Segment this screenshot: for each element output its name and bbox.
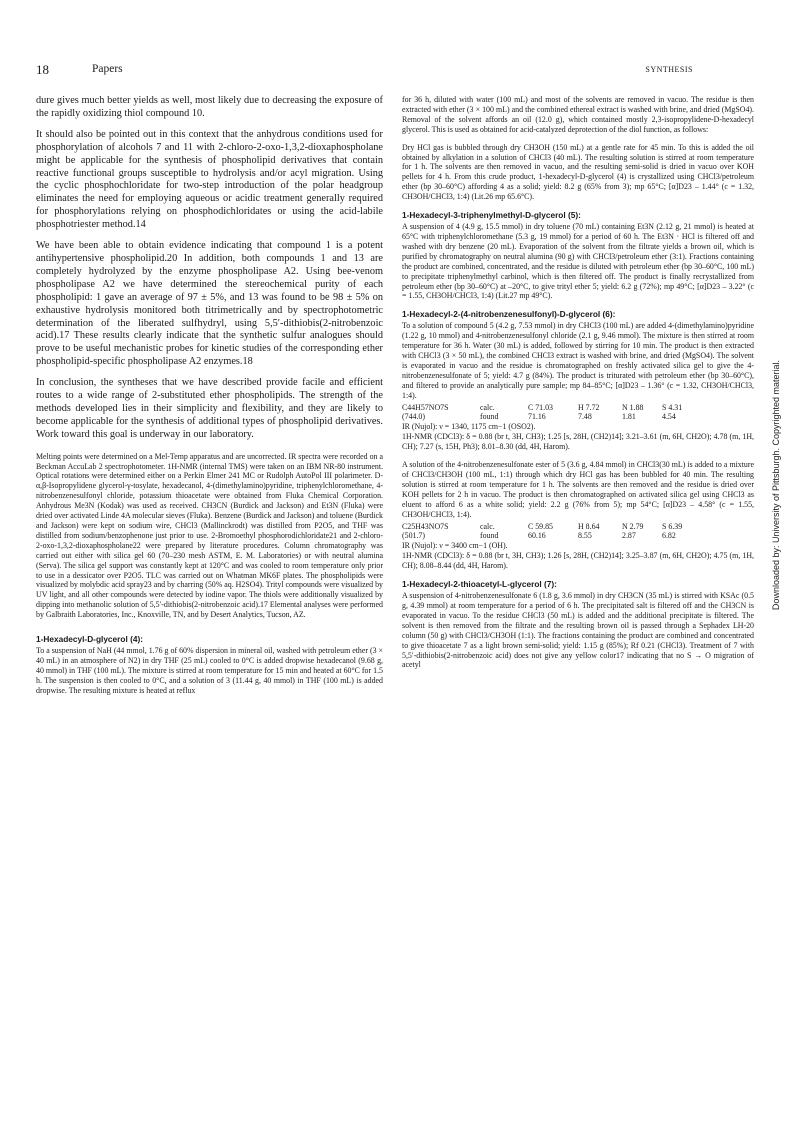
- right-column: [402, 95, 754, 678]
- journal-name: SYNTHESIS: [645, 65, 693, 74]
- analysis-value: S 4.31: [662, 402, 683, 412]
- analysis-value: H 7.72: [578, 402, 600, 412]
- analysis-formula: C25H43NO7S: [402, 521, 449, 531]
- compound-6-heading: 1-Hexadecyl-2-(4-nitrobenzenesulfonyl)-D-glycerol (6):: [402, 309, 616, 320]
- analysis-value: N 1.88: [622, 402, 644, 412]
- left-column: [36, 95, 383, 704]
- analysis-mw: (501.7): [402, 531, 426, 541]
- paragraph: In conclusion, the syntheses that we have described provide facile and efficient routes to a wide range of 2-substituted ether phospholipids. The strength of the methods developed lies in their simplicity and flexibility, and they are likely to become applicable for the synthesis of additional types of phospholipid derivatives. Work toward this goal is underway in our laboratory.: [36, 377, 383, 440]
- paragraph: We have been able to obtain evidence indicating that compound 1 is a potent antihypertensive phospholipid.20 In addition, both compounds 1 and 13 are completely hydrolyzed by the enzyme phospholipase A2. Using bee-venom phospholipase A2 we have determined the stereochemical purity of each phospholipid: 1 gave an average of 97 ± 5%, and 13 was found to be 98 ± 5% on exhaustive hydrolysis monitored both titrimetrically and by spectrophotometric determination of the liberated sulfhydryl, using 5,5′-dithiobis(2-nitrobenzoic acid).17 These results clearly indicate that the synthetic sulfur analogues should prove to be useful mechanistic probes for kinetic studies of the corresponding ether phospholipid-specific phospholipase A2 enzymes.18: [36, 240, 383, 368]
- section-label: Papers: [92, 63, 123, 75]
- experimental-general: Melting points were determined on a Mel-Temp apparatus and are uncorrected. IR spectra were recorded on a Beckman AccuLab 2 spectrophotometer. 1H-NMR (internal TMS) were taken on an IBM NR-80 instrument. Optical rotations were determined either on a Perkin Elmer 241 MC or Rudolph AutoPol III polarimeter. D-α,β-Isopropylidene glycerol-γ-tosylate, hexadecanol, 4-(dimethylamino)pyridine, triphenylchloromethane, 4-nitrobenzenesulfonyl chloride, potassium thioacetate were obtained from Fluka Chemical Corporation. Anhydrous Me3N (Kodak) was used as received. CH3CN (Burdick and Jackson) and Et3N (Fluka) were dried over activated Linde 4A molecular sieves (Fluka). Benzene (Burdick and Jackson) and toluene (Burdick and Jackson) were kept on sodium wire, CHCl3 (Mallinckrodt) was distilled from P2O5, and THF was distilled from sodium/benzophenone just prior to use. 2-Bromoethyl phosphorodichloridate21 and 2-chloro-2-oxo-1,3,2-dioxaphospholane22 were prepared by literature procedures. Column chromatography was carried out either with silica gel 60 (70–230 mesh ASTM, E. M. Laboratories) or with neutral alumina (Serva). The silica gel support was constantly kept at 120°C and was cooled to room temperature only prior to use in a dessicator over P2O5. TLC was carried out on Whatman MK6F plates. The phospholipids were visualized by molybdic acid spray23 and by charring (50% aq. H2SO4). Trityl compounds were visualized by UV light, and all other compounds were detected by iodine vapor. The thiols were additionally visualized by dipping into methanolic solution of 5,5′-dithiobis(2-nitrobenzoic acid).17 Elemental analyses were performed by Galbraith Laboratories, Inc., Knoxville, TN, and by Desert Analytics, Tucson, AZ.: [36, 451, 383, 620]
- compound-4-procedure: To a suspension of NaH (44 mmol, 1.76 g of 60% dispersion in mineral oil, washed with petroleum ether (3 × 40 mL) in an atmosphere of N2) in dry THF (25 mL) cooled to 0°C is added dropwise hexadecanol (9.68 g, 40 mmol) in THF (100 mL). The mixture is stirred at room temperature for 15 min and heated at 60°C for 1.5 h. The suspension is then cooled to 0°C, and a solution of 3 (11.44 g, 40 mmol) in THF (100 mL) is added dropwise. The resulting mixture is heated at reflux: [36, 646, 383, 695]
- compound-7-procedure: A suspension of 4-nitrobenzenesulfonate 6 (1.8 g, 3.6 mmol) in dry CH3CN (35 mL) is stirred with KSAc (0.5 g, 4.39 mmol) at room temperature for a period of 6 h. The precipitated salt is filtered off and the CH3CN is evaporated in vacuo. To the residue CHCl3 (50 mL) is added and the additional precipitate is filtered. The solvent is then removed from the filtrate and the resulting brown oil is passed through a Sephadex LH-20 column (50 g) with CHCl3/CH3OH (1:1). The fractions containing the product are combined and concentrated to give thioacetate 7 as a light brown semi-solid; yield: 1.15 g (85%); Rf 0.21 (CHCl3). Treatment of 7 with 5,5′-dithiobis(2-nitrobenzoic acid) does not give any yellow color17 indicating that no S → O migration of acetyl: [402, 591, 754, 670]
- ir-data: IR (Nujol): ν = 1340, 1175 cm−1 (OSO2).: [402, 422, 536, 432]
- analysis-found-label: found: [480, 412, 499, 422]
- compound-4-continuation: for 36 h, diluted with water (100 mL) and most of the solvents are removed in vacuo. The residue is then extracted with ether (3 × 100 mL) and the combined ethereal extract is washed with brine, and dried (MgSO4). Removal of the solvent affords an oil (12.0 g), which contained mostly 2,3-isopropylidene-D-hexadecyl glycerol. This is used as obtained for acid-catalyzed deprotection of the diol function, as follows:: [402, 95, 754, 134]
- analysis-value: 4.54: [662, 412, 676, 422]
- analysis-value: 60.16: [528, 531, 546, 541]
- analysis-formula: C44H57NO7S: [402, 402, 449, 412]
- paragraph: dure gives much better yields as well, most likely due to decreasing the exposure of the rapidly oxidizing thiol compound 10.: [36, 95, 383, 119]
- analysis-calc-label: calc.: [480, 402, 495, 412]
- analysis-calc-label: calc.: [480, 521, 495, 531]
- compound-6-procedure: To a solution of compound 5 (4.2 g, 7.53 mmol) in dry CHCl3 (100 mL) are added 4-(dimethylamino)pyridine (1.22 g, 10 mmol) and 4-nitrobenzenesulfonyl chloride (2.1 g, 9.46 mmol). The mixture is then stirred at room temperature for 36 h. Water (30 mL) is added, followed by stirring for 10 min. The product is then extracted with CHCl3 (3 × 50 mL), the combined CHCl3 extract is washed with brine, and dried (MgSO4). The solvent is evaporated in vacuo and the residue is chromatographed on freshly activated silica gel to give the 4-nitrobenzenesulfonate of 5; yield: 4.7 g (84%). The product is triturated with petroleum ether (bp 30–60°C), and filtered to provide an analytically pure sample; mp 84–85°C; [α]D23 – 1.36° (c = 1.32, CH3OH/CHCl3, 1:4).: [402, 321, 754, 400]
- nmr-data: 1H-NMR (CDCl3): δ = 0.88 (br t, 3H, CH3); 1.25 [s, 28H, (CH2)14]; 3.21–3.61 (m, 6H, CH2O); 4.78 (m, 1H, CH); 7.27 (s, 15H, Ph3); 8.01–8.30 (dd, 4H, Harom).: [402, 432, 754, 452]
- analysis-value: H 8.64: [578, 521, 600, 531]
- analysis-value: 71.16: [528, 412, 546, 422]
- analysis-value: 8.55: [578, 531, 592, 541]
- page-header: [36, 62, 693, 78]
- analysis-value: 7.48: [578, 412, 592, 422]
- analysis-found-label: found: [480, 531, 499, 541]
- analysis-value: 1.81: [622, 412, 636, 422]
- compound-5-heading: 1-Hexadecyl-3-triphenylmethyl-D-glycerol (5):: [402, 210, 581, 221]
- analysis-value: 2.87: [622, 531, 636, 541]
- analysis-mw: (744.0): [402, 412, 426, 422]
- download-watermark: [770, 140, 782, 830]
- elemental-analysis-2: [402, 522, 754, 542]
- compound-4-heading: 1-Hexadecyl-D-glycerol (4):: [36, 634, 143, 645]
- nmr-data: 1H-NMR (CDCl3): δ = 0.88 (br t, 3H, CH3); 1.26 [s, 28H, (CH2)14]; 3.25–3.87 (m, 6H, CH2O); 4.75 (m, 1H, CH); 8.08–8.44 (dd, 4H, Harom).: [402, 551, 754, 571]
- ir-data: IR (Nujol): ν = 3400 cm−1 (OH).: [402, 541, 508, 551]
- analysis-value: C 59.85: [528, 521, 553, 531]
- download-notice: Downloaded by: University of Pittsburgh. Copyrighted material.: [771, 359, 781, 611]
- compound-6-deprotection: A solution of the 4-nitrobenzenesulfonate ester of 5 (3.6 g, 4.84 mmol) in CHCl3(30 mL) is added to a mixture of CHCl3/CH3OH (100 mL, 1:1) through which dry HCl gas has been bubbled for 40 min. The resulting solution is stirred at room temperature for 1 h. The solvents are then removed and the residue is dried over KOH pellets for 2 h in vacuo. The product is then chromatographed on activated silica gel using CHCl3 as eluent to afford 6 as a white solid; yield: 2.2 g (76% from 5); mp 54°C; [α]D23 – 4.58° (c = 1.55, CH3OH/CHCl3, 1:4).: [402, 460, 754, 519]
- paragraph: It should also be pointed out in this context that the anhydrous conditions used for phosphorylation of alcohols 7 and 11 with 2-chloro-2-oxo-1,3,2-dioxaphospholane might be applicable for the synthesis of phospholipid derivatives that contain reactive functional groups susceptible to hydrolysis and/or acyl migration. Using the cyclic phosphochloridate for two-step introduction of the polar headgroup eliminates the need for employing aqueous or acidic treatment generally required for phosphorylations relying on phosphodichloridates or using the acid-labile phosphotriester method.14: [36, 128, 383, 231]
- analysis-value: C 71.03: [528, 402, 553, 412]
- analysis-value: 6.82: [662, 531, 676, 541]
- page-number: 18: [36, 62, 49, 77]
- compound-5-procedure: A suspension of 4 (4.9 g, 15.5 mmol) in dry toluene (70 mL) containing Et3N (2.12 g, 21 mmol) is heated at 65°C with triphenylchloromethane (5.3 g, 19 mmol) for a period of 60 h. The Et3N · HCl is filtered off and washed with dry benzene (20 mL). Evaporation of the solvent from the filtrate yields a brown oil, which is purified by chromatography on neutral alumina (90 g) with CHCl3/petroleum ether (3:1). Fractions containing the product are combined, concentrated, and the residue is diluted with petroleum ether (bp 30–60°C, 100 mL) to precipitate triphenylmethyl carbinol, which is then filtered off. The product is finally recrystallized from petroleum ether (bp 30–60°C) at –20°C, to give trityl ether 5; yield: 6.2 g (72%); mp 49°C; [α]D23 – 3.22° (c = 1.55, CH3OH/CHCl3, 1:4) (Lit.27 mp 49°C).: [402, 222, 754, 301]
- elemental-analysis-1: [402, 403, 754, 423]
- compound-4-deprotection: Dry HCl gas is bubbled through dry CH3OH (150 mL) at a gentle rate for 45 min. To this is added the oil obtained by alkylation in a solution of CHCl3 (40 mL). The resulting solution is stirred at room temperature for 1 h. The solvents are then removed in vacuo, and the resulting semi-solid is dried in vacuo over KOH pellets for 4 h. From this crude product, 1-hexadecyl-D-glycerol (4) is crystallized using CHCl3/petroleum ether (bp 30–60°C) affording 4 as a solid; yield: 8.2 g (65% from 3); mp 65°C; [α]D23 – 1.44° (c = 1.32, CH3OH/CHCl3, 1:4) (Lit.26 mp 65.6°C).: [402, 142, 754, 202]
- analysis-value: N 2.79: [622, 521, 644, 531]
- compound-7-heading: 1-Hexadecyl-2-thioacetyl-L-glycerol (7):: [402, 579, 557, 590]
- analysis-value: S 6.39: [662, 521, 683, 531]
